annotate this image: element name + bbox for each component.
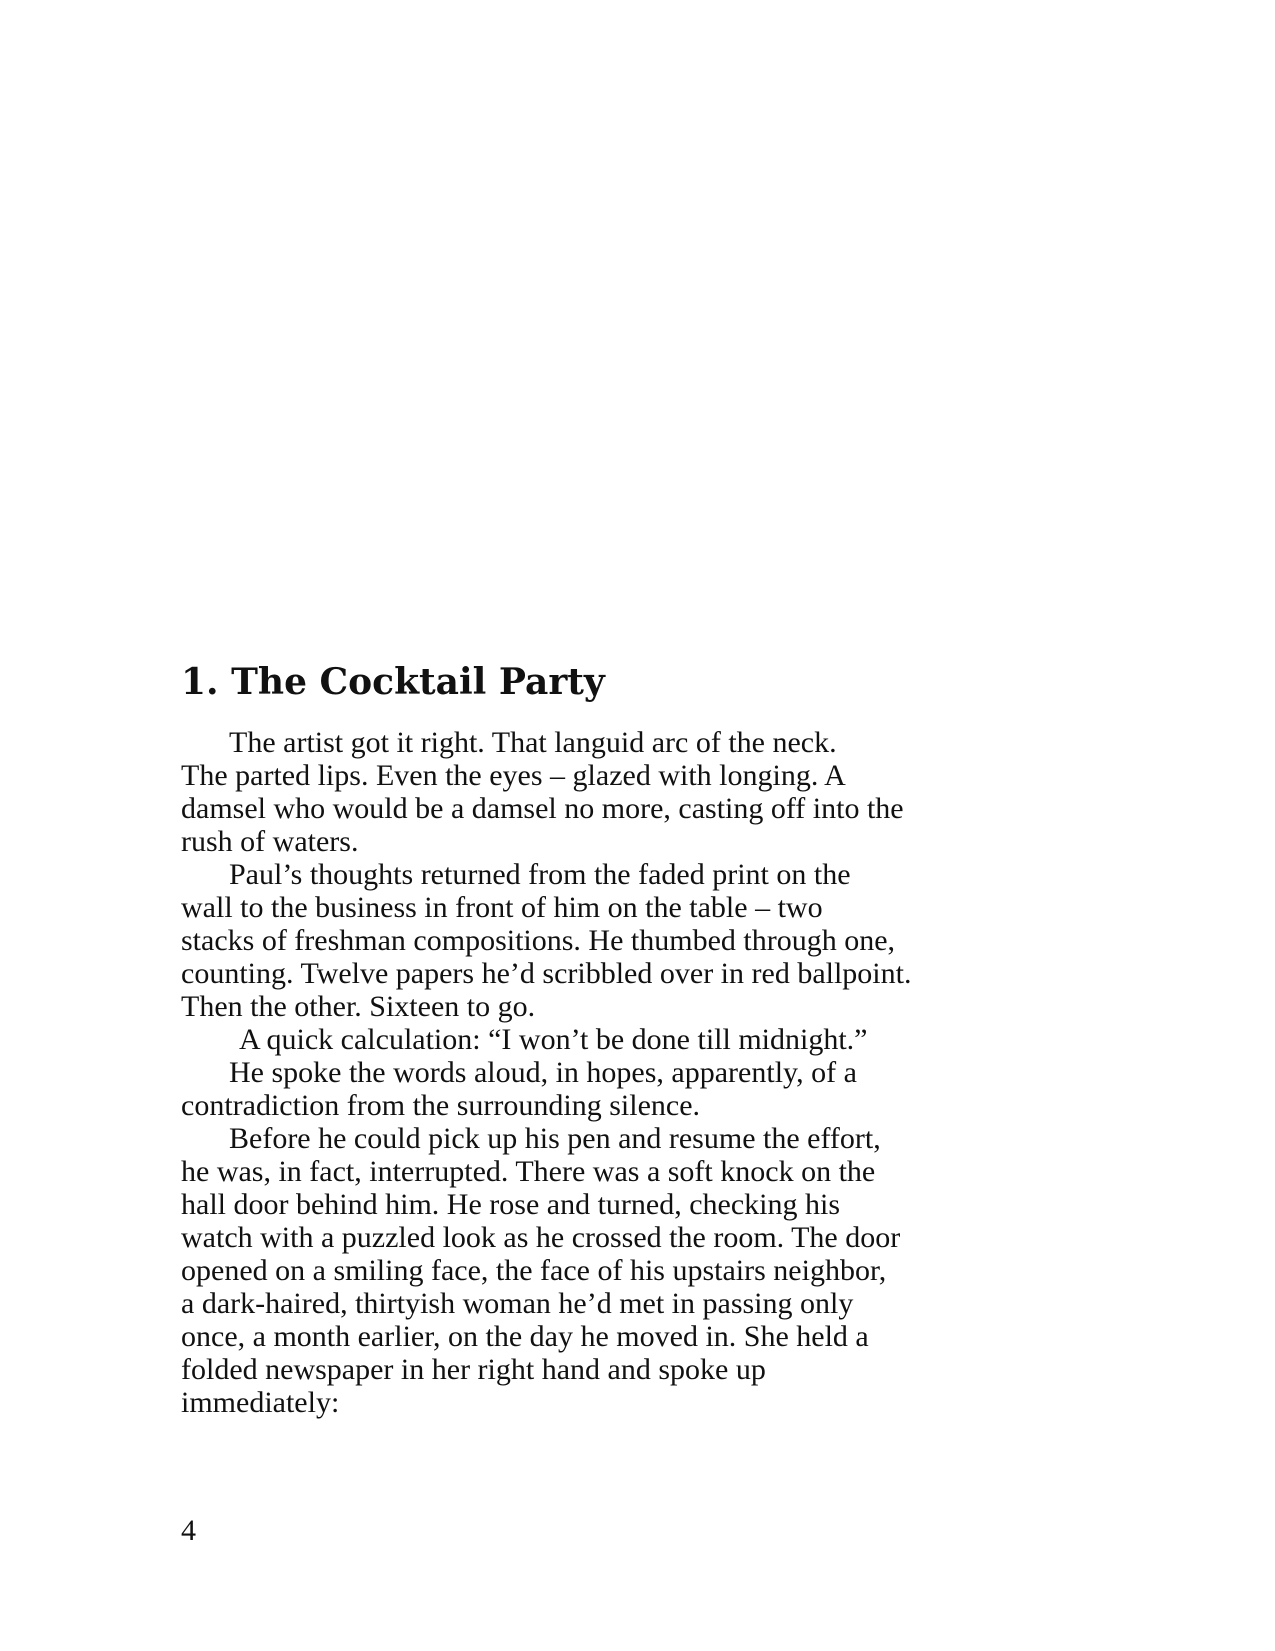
text-line: Paul’s thoughts returned from the faded print on the	[229, 858, 851, 891]
text-line: A quick calculation: “I won’t be done till midnight.”	[239, 1023, 868, 1056]
text-line: stacks of freshman compositions. He thumbed through one,	[181, 924, 896, 957]
text-line: he was, in fact, interrupted. There was a soft knock on the	[181, 1155, 876, 1188]
text-line: hall door behind him. He rose and turned, checking his	[181, 1188, 841, 1221]
text-line: watch with a puzzled look as he crossed the room. The door	[181, 1221, 901, 1254]
text-line: immediately:	[181, 1386, 340, 1419]
text-line: Then the other. Sixteen to go.	[181, 990, 536, 1023]
text-line: opened on a smiling face, the face of his upstairs neighbor,	[181, 1254, 887, 1287]
text-line: wall to the business in front of him on the table – two	[181, 891, 823, 924]
text-line: The parted lips. Even the eyes – glazed with longing. A	[181, 759, 846, 792]
chapter-title: 1. The Cocktail Party	[181, 661, 605, 703]
text-line: He spoke the words aloud, in hopes, apparently, of a	[229, 1056, 857, 1089]
text-line: counting. Twelve papers he’d scribbled over in red ballpoint.	[181, 957, 912, 990]
text-line: folded newspaper in her right hand and spoke up	[181, 1353, 766, 1386]
text-line: a dark-haired, thirtyish woman he’d met in passing only	[181, 1287, 854, 1320]
page-number: 4	[181, 1514, 196, 1547]
text-line: rush of waters.	[181, 825, 359, 858]
text-line: The artist got it right. That languid arc of the neck.	[229, 726, 837, 759]
chapter-body	[181, 726, 1101, 1419]
text-line: once, a month earlier, on the day he moved in. She held a	[181, 1320, 869, 1353]
text-line: Before he could pick up his pen and resume the effort,	[229, 1122, 881, 1155]
text-line: damsel who would be a damsel no more, casting off into the	[181, 792, 904, 825]
text-line: contradiction from the surrounding silence.	[181, 1089, 701, 1122]
